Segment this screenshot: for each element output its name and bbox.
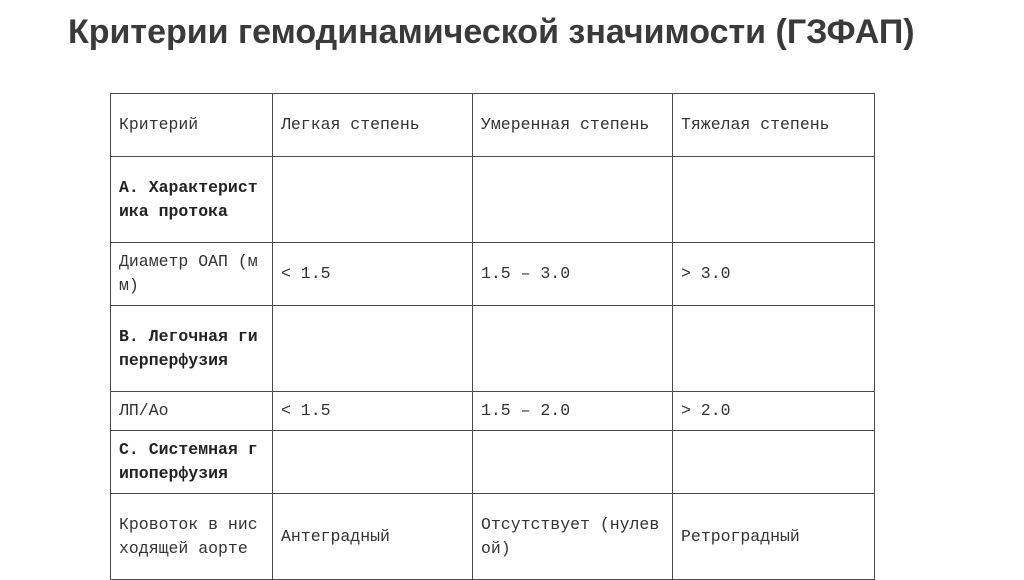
header-severe: Тяжелая степень — [673, 94, 875, 157]
section-a-label: А. Характеристика протока — [111, 157, 273, 243]
duct-diameter-label: Диаметр ОАП (мм) — [111, 243, 273, 306]
table-cell — [673, 306, 875, 392]
aortic-flow-mild: Антеградный — [273, 494, 473, 580]
table-row-la-ao-ratio — [111, 392, 875, 431]
header-mild: Легкая степень — [273, 94, 473, 157]
aortic-flow-severe: Ретроградный — [673, 494, 875, 580]
table-row-section-c — [111, 431, 875, 494]
duct-diameter-mild: < 1.5 — [273, 243, 473, 306]
table-cell — [273, 431, 473, 494]
la-ao-severe: > 2.0 — [673, 392, 875, 431]
la-ao-label: ЛП/Ао — [111, 392, 273, 431]
table-cell — [473, 306, 673, 392]
duct-diameter-moderate: 1.5 – 3.0 — [473, 243, 673, 306]
duct-diameter-severe: > 3.0 — [673, 243, 875, 306]
table-row-section-b — [111, 306, 875, 392]
section-c-label: С. Системная гипоперфузия — [111, 431, 273, 494]
table-cell — [273, 157, 473, 243]
aortic-flow-moderate: Отсутствует (нулевой) — [473, 494, 673, 580]
header-moderate: Умеренная степень — [473, 94, 673, 157]
table-row-section-a — [111, 157, 875, 243]
table-row-aortic-flow — [111, 494, 875, 580]
slide-title: Критерии гемодинамической значимости (ГЗФАП) — [68, 13, 915, 51]
la-ao-moderate: 1.5 – 2.0 — [473, 392, 673, 431]
criteria-table — [110, 93, 875, 580]
header-criterion: Критерий — [111, 94, 273, 157]
table-header-row — [111, 94, 875, 157]
aortic-flow-label: Кровоток в нисходящей аорте — [111, 494, 273, 580]
table-cell — [273, 306, 473, 392]
table-cell — [673, 157, 875, 243]
table-cell — [473, 431, 673, 494]
table-cell — [673, 431, 875, 494]
table-cell — [473, 157, 673, 243]
la-ao-mild: < 1.5 — [273, 392, 473, 431]
table-row-duct-diameter — [111, 243, 875, 306]
section-b-label: В. Легочная гиперперфузия — [111, 306, 273, 392]
